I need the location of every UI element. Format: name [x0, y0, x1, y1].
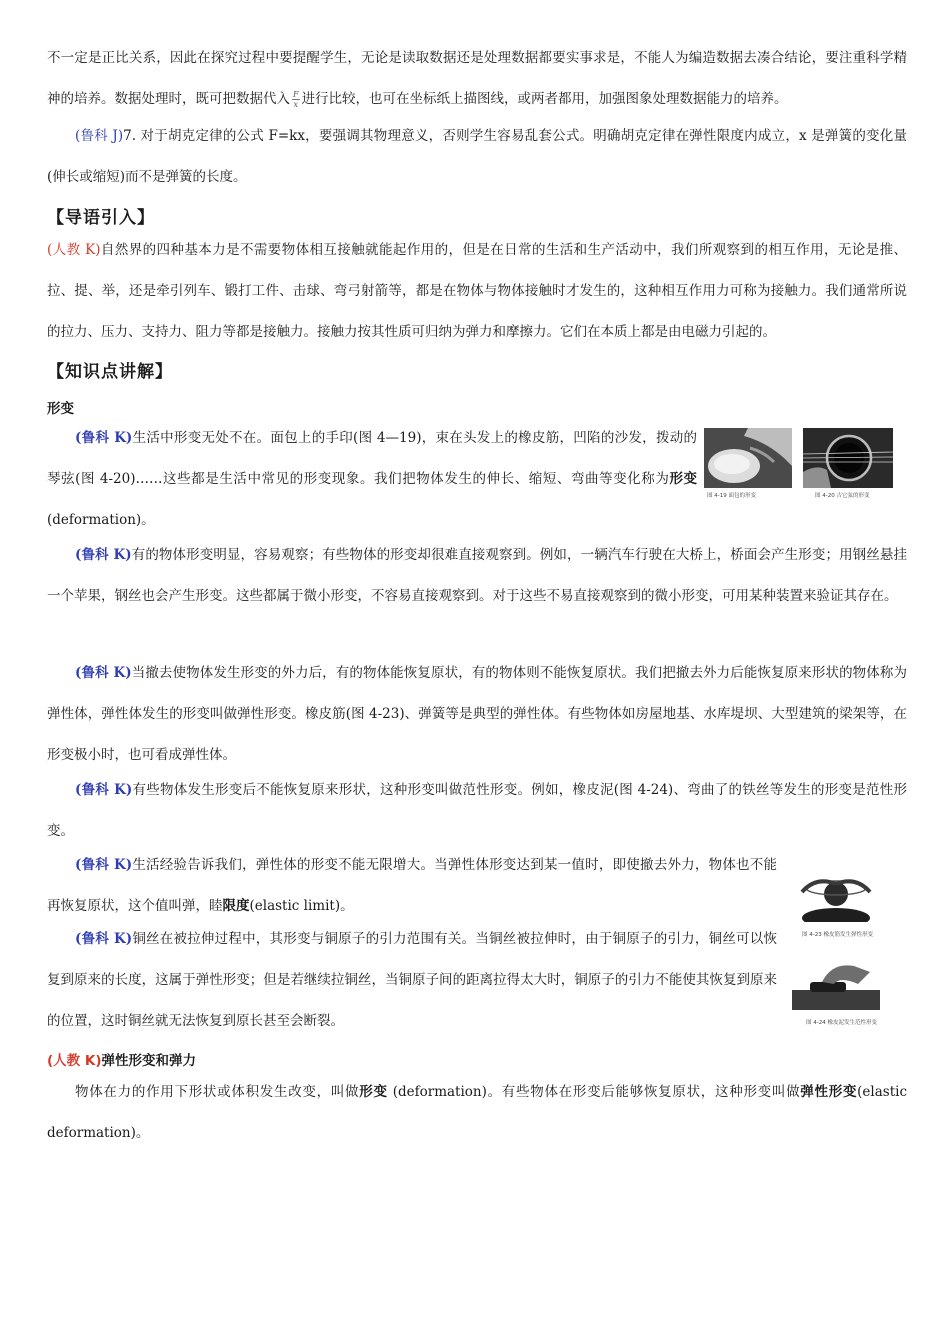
fraction-numerator: F	[293, 90, 299, 99]
paragraph-text: 当撤去使物体发生形变的外力后，有的物体能恢复原状，有的物体则不能恢复原状。我们把撤去外力后能恢复原来形状的物体称为弹性体，弹性体发生的形变叫做弹性形变。橡皮筋(图 4-23)、弹簧等是典型的弹性体。有些物体如房屋地基、水库堤坝、大型建筑的梁架等，在形变极小时，也可看成弹性体。	[47, 665, 907, 763]
paragraph-text: 有些物体发生形变后不能恢复原来形状，这种形变叫做范性形变。例如，橡皮泥(图 4-24)、弯曲了的铁丝等发生的形变是范性形变。	[47, 782, 907, 839]
source-tag: (鲁科 K)	[75, 782, 133, 798]
fraction-f-over-x	[292, 90, 300, 109]
paragraph-small-deformation	[47, 535, 907, 617]
source-tag: (鲁科 K)	[75, 857, 133, 873]
source-tag: (鲁科 K)	[75, 547, 132, 563]
subsection-heading-elastic-force	[47, 1049, 196, 1069]
figure-caption: 图 4-24 橡皮泥发生范性形变	[806, 1020, 877, 1026]
paragraph-text: 铜丝在被拉伸过程中，其形变与铜原子的引力范围有关。当铜丝被拉伸时，由于铜原子的引力，铜丝可以恢复到原来的长度，这属于弹性形变；但是若继续拉铜丝，当铜原子间的距离拉得太大时，铜原子的引力不能使其恢复到原来的位置，这时铜丝就无法恢复到原长甚至会断裂。	[47, 931, 777, 1029]
paragraph-elastic-limit	[47, 845, 777, 927]
paragraph-text: (deformation)。有些物体在形变后能够恢复原状，这种形变叫做	[387, 1084, 801, 1100]
fraction-denominator: x	[293, 100, 299, 109]
paragraph-contact-force	[47, 230, 907, 353]
paragraph-text: 不一定是正比关系，因此在探究过程中要提醒学生，无论是读取数据还是处理数据都要实事求是，不能人为编造数据去凑合结论，要注	[47, 50, 853, 66]
source-tag: (鲁科 K)	[75, 931, 133, 947]
source-tag: (鲁科 K)	[75, 430, 133, 446]
paragraph-text: 生活经验告诉我们，弹性体的形变不能无限增大。当弹性体形变达到某一值时，即使撤去外力，物体也不能再恢复原状，这个值叫弹，睦	[47, 857, 777, 914]
figure-rubber-band-image	[796, 870, 874, 922]
subsection-heading-deformation: 形变	[47, 401, 74, 417]
paragraph-text: 重科学精神的培养。数据处理时，既可把数据代入	[47, 50, 908, 107]
source-tag: (鲁科 K)	[75, 665, 132, 681]
bold-term: 限度	[222, 898, 250, 914]
bold-term: 形变	[359, 1084, 388, 1100]
figure-caption: 图 4-23 橡皮筋发生弹性形变	[802, 932, 873, 938]
source-tag: (人教 K)	[47, 242, 101, 258]
paragraph-text: 自然界的四种基本力是不需要物体相互接触就能起作用的，但是在日常的生活和生产活动中，我们所观察到的相互作用，无论是推、拉、提、举，还是牵引列车、锻打工件、击球、弯弓射箭等，都是在物体与物体接触时才发生的，这种相互作用力可称为接触力。我们通常所说的拉力、压力、支持力、阻力等都是接触力。接触力按其性质可归纳为弹力和摩擦力。它们在本质上都是由电磁力引起的。	[47, 242, 907, 340]
paragraph-text: 有的物体形变明显，容易观察；有些物体的形变却很难直接观察到。例如，一辆汽车行驶在大桥上，桥面会产生形变；用钢丝悬挂一个苹果，钢丝也会产生形变。这些都属于微小形变，不容易直接观察到。对于这些不易直接观察到的微小形变，可用某种装置来验证其存在。	[47, 547, 907, 604]
figure-caption: 图 4-19 面包的形变	[707, 493, 756, 499]
source-tag: (人教 K)	[47, 1053, 102, 1069]
bold-term: 弹性形变	[800, 1084, 858, 1100]
paragraph-deformation-everywhere	[47, 418, 697, 541]
paragraph-plastic-deformation	[47, 770, 907, 852]
figure-plasticine-image	[792, 962, 880, 1010]
paragraph-text: 进行比较，也可在坐标纸上描图线，或两者都用，加强图象处理数据能力的培养。	[301, 91, 788, 107]
figure-caption: 图 4-20 吉它弦的形变	[815, 493, 870, 499]
paragraph-text: (deformation)。	[47, 512, 155, 528]
section-heading-knowledge: 【知识点讲解】	[47, 362, 173, 382]
paragraph-text: 物体在力的作用下形状或体积发生改变，叫做	[75, 1084, 360, 1100]
paragraph-elastic-body	[47, 653, 907, 776]
paragraph-data-processing	[47, 38, 907, 120]
paragraph-text: (elastic deformation)。	[47, 1084, 908, 1141]
paragraph-text: 生活中形变无处不在。面包上的手印(图 4—19)，束在头发上的橡皮筋，凹陷的沙发，拨动的琴弦(图 4-20)……这些都是生活中常见的形变现象。我们把物体发生的伸长、缩短、弯曲等变化称为	[47, 430, 697, 487]
figure-bread-image	[704, 428, 792, 488]
subsection-title: 弹性形变和弹力	[101, 1053, 197, 1069]
paragraph-text: 7. 对于胡克定律的公式 F=kx，要强调其物理意义，否则学生容易乱套公式。明确胡克定律在弹性限度内成立，x 是弹簧的变化量(伸长或缩短)而不是弹簧的长度。	[47, 128, 907, 185]
paragraph-copper-wire	[47, 919, 777, 1042]
source-tag: (鲁科 J)	[75, 128, 124, 144]
paragraph-hooke-law	[47, 116, 907, 198]
section-heading-intro: 【导语引入】	[47, 208, 155, 228]
bold-term: 形变	[669, 471, 698, 487]
figure-guitar-image	[803, 428, 893, 488]
paragraph-elastic-deformation-definition	[47, 1072, 907, 1154]
paragraph-text: (elastic limit)。	[249, 898, 354, 914]
